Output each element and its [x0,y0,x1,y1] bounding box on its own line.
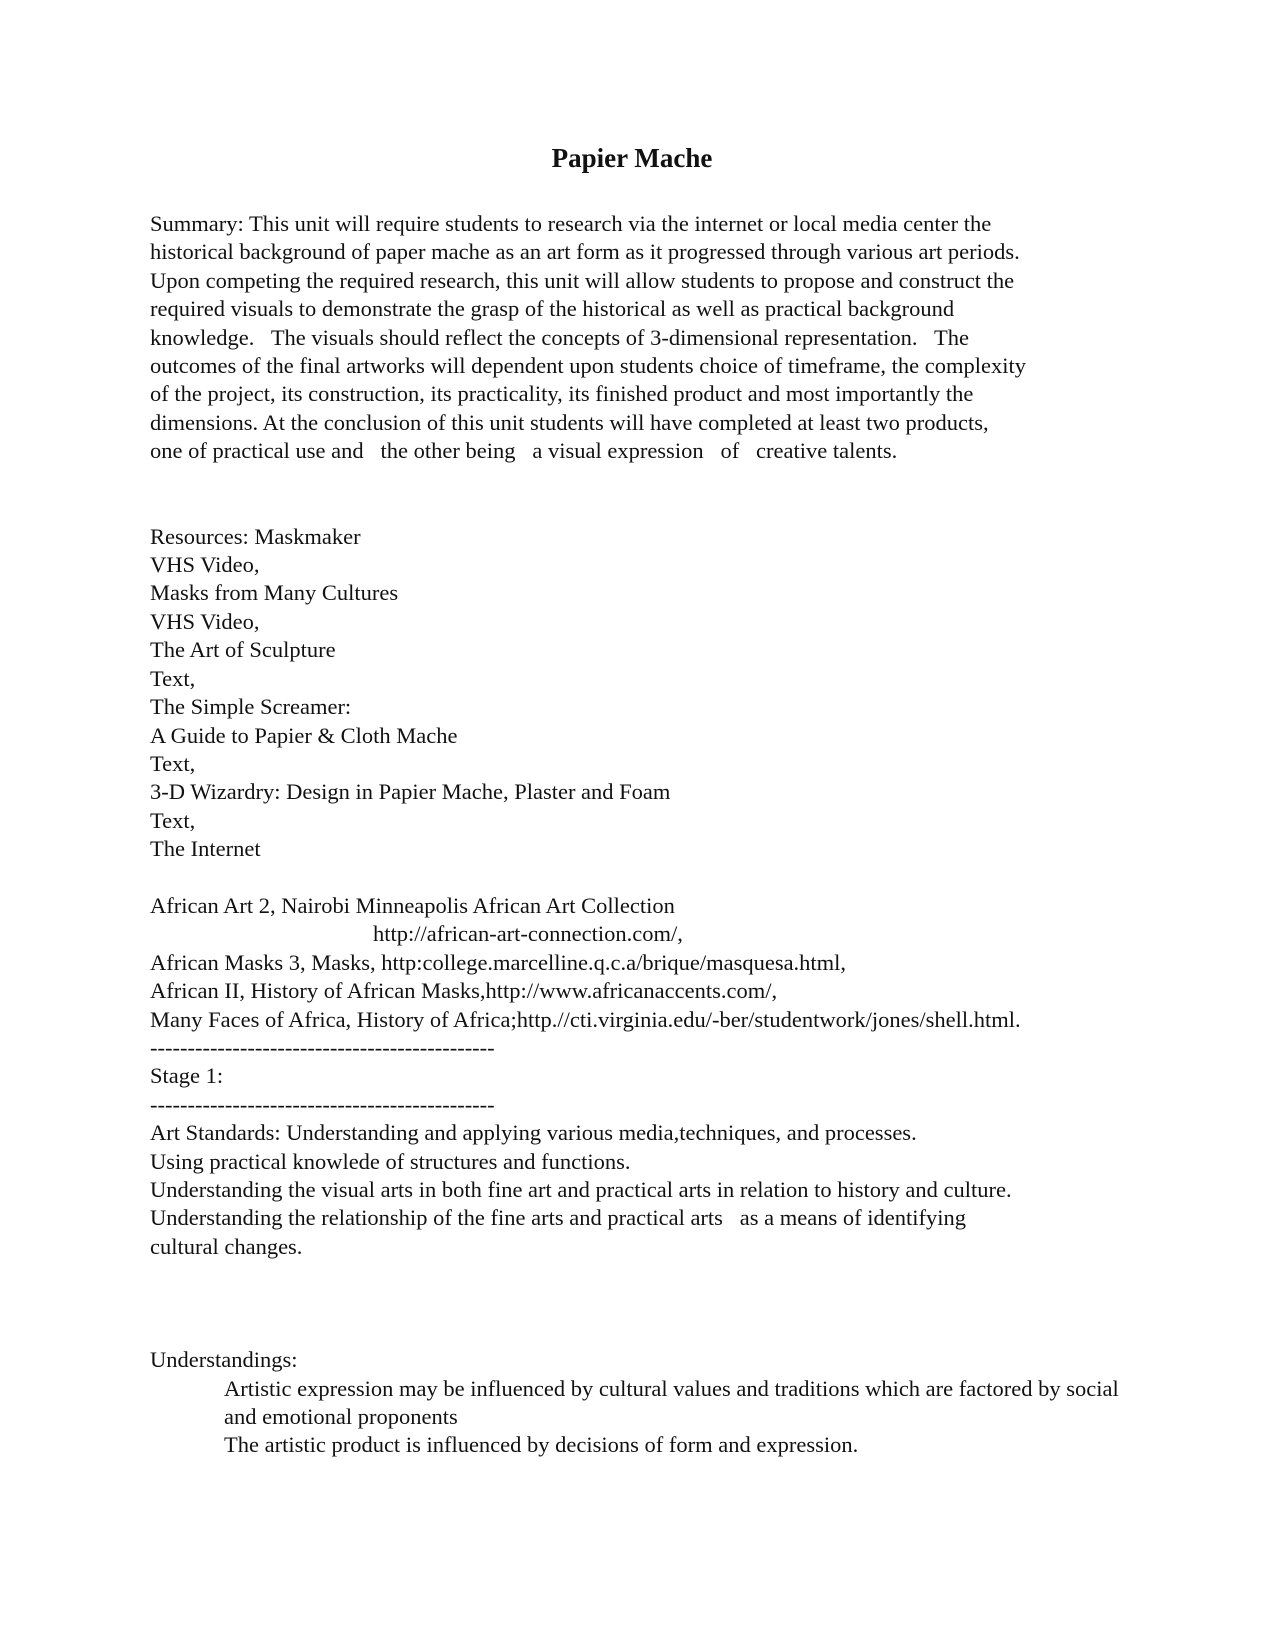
summary-line: of the project, its construction, its practicality, its finished product and most importantly the [150,381,974,407]
standard-line: Understanding the visual arts in both fine art and practical arts in relation to history and culture. [150,1176,1012,1202]
resources-list [150,523,1150,864]
resource-line: Text, [150,665,196,691]
resource-line: Resources: Maskmaker [150,523,361,549]
summary-line: Summary: This unit will require students to research via the internet or local media center the [150,211,992,236]
link-line: African Art 2, Nairobi Minneapolis African Art Collection [150,892,675,918]
summary-paragraph [150,210,1150,466]
summary-line: outcomes of the final artworks will dependent upon students choice of timeframe, the complexity [150,353,1027,379]
summary-line: required visuals to demonstrate the grasp of the historical as well as practical background [150,296,955,322]
stage-label: Stage 1: [150,1063,224,1089]
web-links [150,892,1150,1034]
link-line: African II, History of African Masks,http://www.africanaccents.com/, [150,978,778,1004]
list-item [150,1431,1150,1459]
spacer [150,864,1150,892]
resource-line: A Guide to Papier & Cloth Mache [150,722,458,748]
list-item-text: The artistic product is influenced by decisions of form and expression. [224,1432,859,1458]
summary-line: dimensions. At the conclusion of this unit students will have completed at least two products, [150,409,989,435]
standard-line: cultural changes. [150,1233,303,1259]
understandings-heading: Understandings: [150,1347,298,1373]
summary-line: knowledge. The visuals should reflect the concepts of 3-dimensional representation. The [150,324,969,350]
page-title: Papier Mache [551,143,713,173]
summary-line: one of practical use and the other being a visual expression of creative talents. [150,438,898,464]
spacer [150,1261,1150,1346]
understandings-list [150,1375,1150,1460]
link-url: http://african-art-connection.com/, [373,921,683,947]
link-line: Many Faces of Africa, History of Africa;http.//cti.virginia.edu/-ber/studentwork/jones/shell.html. [150,1006,1021,1032]
document-body [150,210,1150,1460]
list-item [150,1375,1150,1432]
resource-line: The Art of Sculpture [150,637,336,663]
standard-line: Understanding the relationship of the fine arts and practical arts as a means of identifying [150,1205,966,1231]
standard-line: Using practical knowlede of structures and functions. [150,1148,631,1174]
resource-line: VHS Video, [150,552,260,578]
resource-line: Text, [150,807,196,833]
resource-line: Masks from Many Cultures [150,580,399,606]
list-item-text: Artistic expression may be influenced by cultural values and traditions which are factored by social and emotional proponents [224,1375,1119,1430]
spacer [150,466,1150,523]
divider-top: ---------------------------------------------- [150,1034,495,1060]
resource-line: Text, [150,750,196,776]
resource-line: The Simple Screamer: [150,694,352,720]
link-line: African Masks 3, Masks, http:college.marcelline.q.c.a/brique/masquesa.html, [150,949,847,975]
resource-line: 3-D Wizardry: Design in Papier Mache, Plaster and Foam [150,779,671,805]
standard-line: Art Standards: Understanding and applying various media,techniques, and processes. [150,1120,917,1146]
divider-bottom: ---------------------------------------------- [150,1091,495,1117]
summary-line: Upon competing the required research, this unit will allow students to propose and construct the [150,267,1015,293]
art-standards [150,1119,1150,1261]
resource-line: The Internet [150,836,261,862]
resource-line: VHS Video, [150,608,260,634]
summary-line: historical background of paper mache as an art form as it progressed through various art periods. [150,239,1020,265]
